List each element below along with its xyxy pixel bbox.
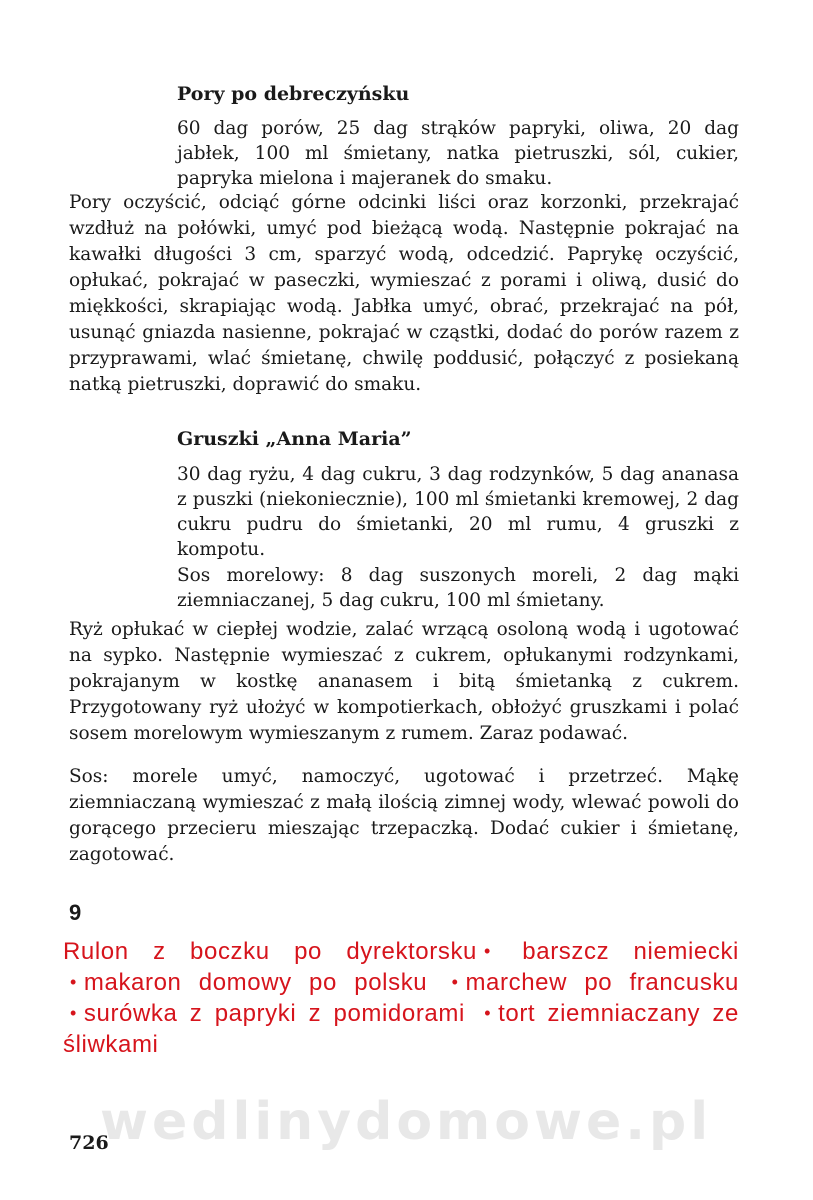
bullet-icon: • xyxy=(451,972,459,992)
bullet-icon: • xyxy=(70,972,77,992)
menu-item: surówka z papryki z pomidorami xyxy=(83,1000,465,1027)
menu-item: barszcz niemiecki xyxy=(522,938,739,965)
section-number: 9 xyxy=(69,900,82,925)
bullet-icon: • xyxy=(484,941,491,961)
recipe-title-gruszki: Gruszki „Anna Maria” xyxy=(177,428,412,450)
recipe-ingredients-gruszki: 30 dag ryżu, 4 dag cukru, 3 dag rodzynków, 5 dag ananasa z puszki (niekoniecznie), 100 ml śmietanki kremowej, 2 dag cukru pudru do śmietanki, 20 ml rumu, 4 gruszki z kompotu. xyxy=(177,464,739,560)
bullet-icon: • xyxy=(484,1003,492,1023)
recipe-title-pory: Pory po debreczyńsku xyxy=(177,83,410,105)
recipe-method-pory: Pory oczyścić, odciąć górne odcinki liści oraz korzonki, przekrajać wzdłuż na połówki, umyć pod bieżącą wodą. Następnie pokrajać na kawałki długości 3 cm, sparzyć wodą, odcedzić. Paprykę oczyścić, opłukać, pokrajać w paseczki, wymieszać z porami i oliwą, dusić do miękkości, skrapiając wodą. Jabłka umyć, obrać, przekrajać na pół, usunąć gniazda nasienne, pokrajać w cząstki, dodać do porów razem z przyprawami, wlać śmietanę, chwilę poddusić, połączyć z posiekaną natką pietruszki, doprawić do smaku. xyxy=(69,192,739,395)
menu-list xyxy=(63,937,739,1059)
recipe-method-gruszki: Ryż opłukać w ciepłej wodzie, zalać wrzącą osoloną wodą i ugotować na sypko. Następnie wymieszać z cukrem, opłukanymi rodzynkami, pokrajanym w kostkę ananasem i bitą śmietanką z cukrem. Przygotowany ryż ułożyć w kompotierkach, obłożyć gruszkami i polać sosem morelowym wymieszanym z rumem. Zaraz podawać. xyxy=(69,619,739,744)
menu-item: Rulon z boczku po dyrektorsku xyxy=(63,938,477,965)
sauce-method-gruszki: Sos: morele umyć, namoczyć, ugotować i przetrzeć. Mąkę ziemniaczaną wymieszać z małą ilością zimnej wody, wlewać powoli do gorącego przecieru mieszając trzepaczką. Dodać cukier i śmietanę, zagotować. xyxy=(69,766,739,865)
page-number: 726 xyxy=(69,1132,109,1154)
menu-item: marchew po francusku xyxy=(465,969,739,996)
bullet-icon: • xyxy=(70,1003,77,1023)
menu-item: tort ziemniaczany ze śliwkami xyxy=(63,1000,739,1058)
sauce-ingredients-gruszki: Sos morelowy: 8 dag suszonych moreli, 2 dag mąki ziemniaczanej, 5 dag cukru, 100 ml śmietany. xyxy=(177,565,739,611)
recipe-ingredients-pory: 60 dag porów, 25 dag strąków papryki, oliwa, 20 dag jabłek, 100 ml śmietany, natka pietruszki, sól, cukier, papryka mielona i majeranek do smaku. xyxy=(177,118,739,189)
watermark: wedlinydomowe.pl xyxy=(100,1092,713,1152)
menu-item: makaron domowy po polsku xyxy=(83,969,428,996)
